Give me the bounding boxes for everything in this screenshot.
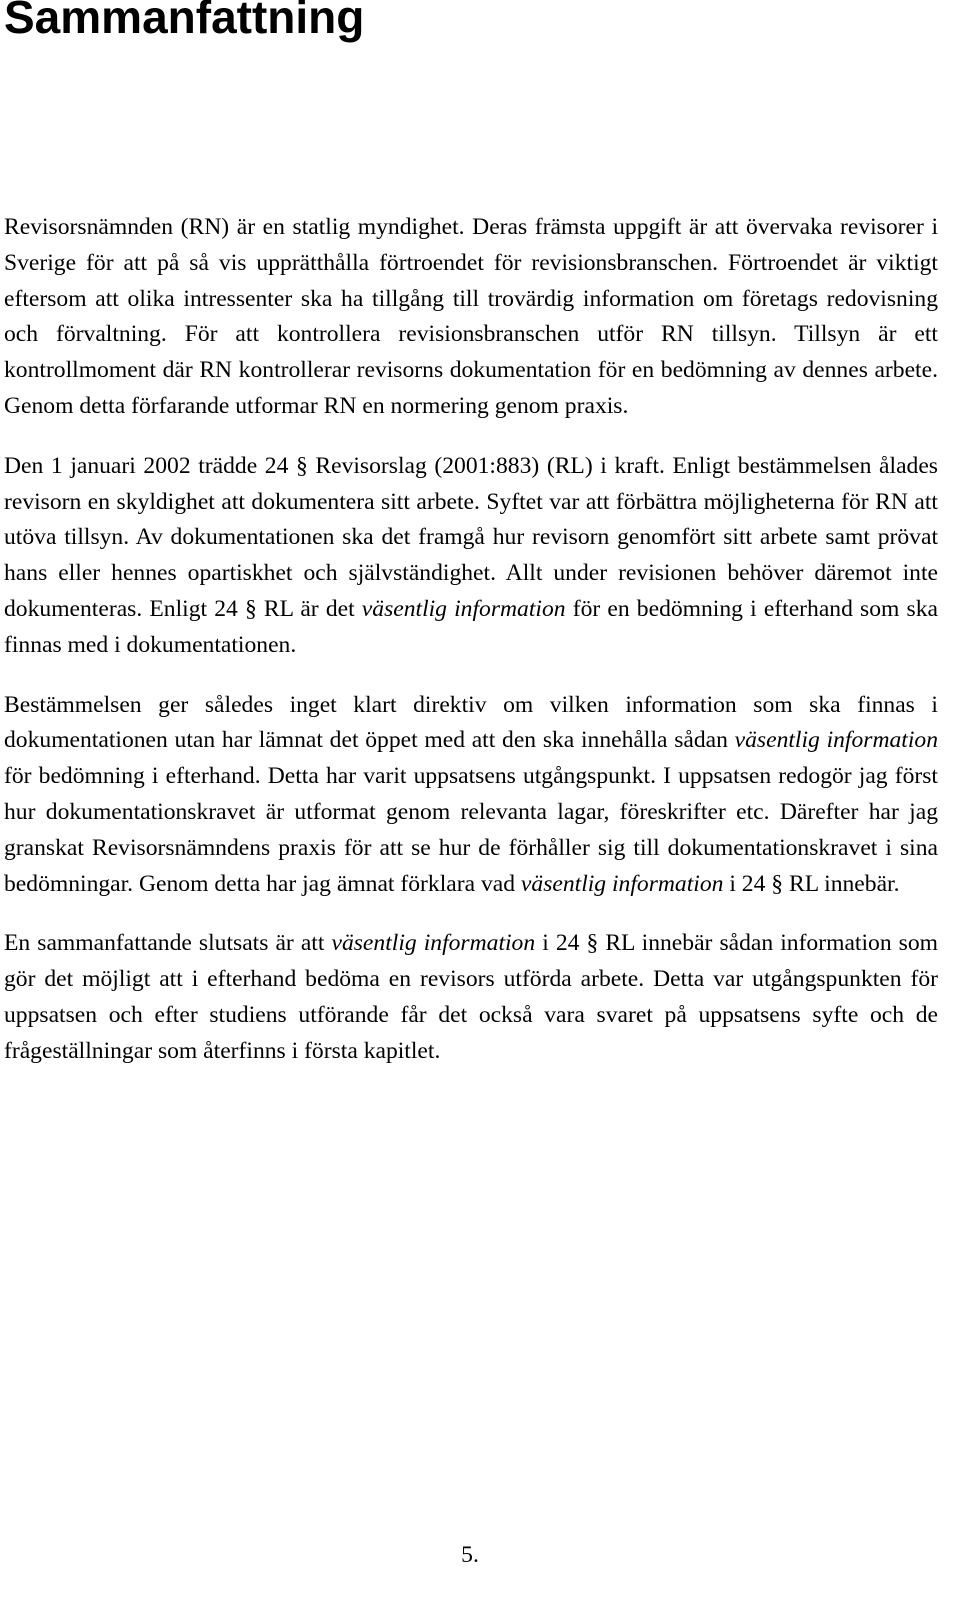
paragraph-2 [4, 449, 938, 664]
paragraph-3-emphasis-1: väsentlig information [734, 727, 938, 754]
paragraph-1 [4, 210, 938, 425]
paragraph-4 [4, 926, 938, 1069]
summary-body [4, 210, 938, 1094]
paragraph-3-text-3: i 24 § RL innebär. [723, 870, 900, 897]
paragraph-1-text: Revisorsnämnden (RN) är en statlig myndighet. Deras främsta uppgift är att övervaka revisorer i Sverige för att på så vis upprätthålla förtroendet för revisionsbranschen. Förtroendet är viktigt eftersom att olika intressenter ska ha tillgång till trovärdig information om företags redovisning och förvaltning. För att kontrollera revisionsbranschen utför RN tillsyn. Tillsyn är ett kontrollmoment där RN kontrollerar revisorns dokumentation för en bedömning av dennes arbete. Genom detta förfarande utformar RN en normering genom praxis. [4, 214, 938, 419]
paragraph-3-emphasis-2: väsentlig information [520, 870, 724, 897]
paragraph-4-text-2: i 24 § RL innebär sådan information som gör det möjligt att i efterhand bedöma en revisors utförda arbete. Detta var utgångspunkten för uppsatsen och efter studiens utförande får det också vara svaret på uppsatsens syfte och de frågeställningar som återfinns i första kapitlet. [4, 930, 938, 1064]
paragraph-2-text-2: för en bedömning i efterhand som ska finnas med i dokumentationen. [4, 595, 938, 658]
paragraph-2-text-1: Den 1 januari 2002 trädde 24 § Revisorslag (2001:883) (RL) i kraft. Enligt bestämmelsen ålades revisorn en skyldighet att dokumentera sitt arbete. Syftet var att förbättra möjligheterna för RN att utöva tillsyn. Av dokumentationen ska det framgå hur revisorn genomfört sitt arbete samt prövat hans eller hennes opartiskhet och självständighet. Allt under revisionen behöver däremot inte dokumenteras. Enligt 24 § RL är det [4, 452, 938, 622]
paragraph-2-emphasis: väsentlig information [361, 595, 566, 622]
paragraph-4-emphasis: väsentlig information [331, 930, 536, 957]
page-title: Sammanfattning [4, 0, 365, 43]
paragraph-3 [4, 688, 938, 903]
page-number: 5. [461, 1542, 479, 1568]
paragraph-4-text-1: En sammanfattande slutsats är att [4, 930, 332, 957]
paragraph-3-text-2: för bedömning i efterhand. Detta har varit uppsatsens utgångspunkt. I uppsatsen redogör jag först hur dokumentationskravet är utformat genom relevanta lagar, föreskrifter etc. Därefter har jag granskat Revisorsnämndens praxis för att se hur de förhåller sig till dokumentationskravet i sina bedömningar. Genom detta har jag ämnat förklara vad [4, 763, 938, 897]
paragraph-3-text-1: Bestämmelsen ger således inget klart direktiv om vilken information som ska finnas i dokumentationen utan har lämnat det öppet med att den ska innehålla sådan [4, 691, 938, 754]
